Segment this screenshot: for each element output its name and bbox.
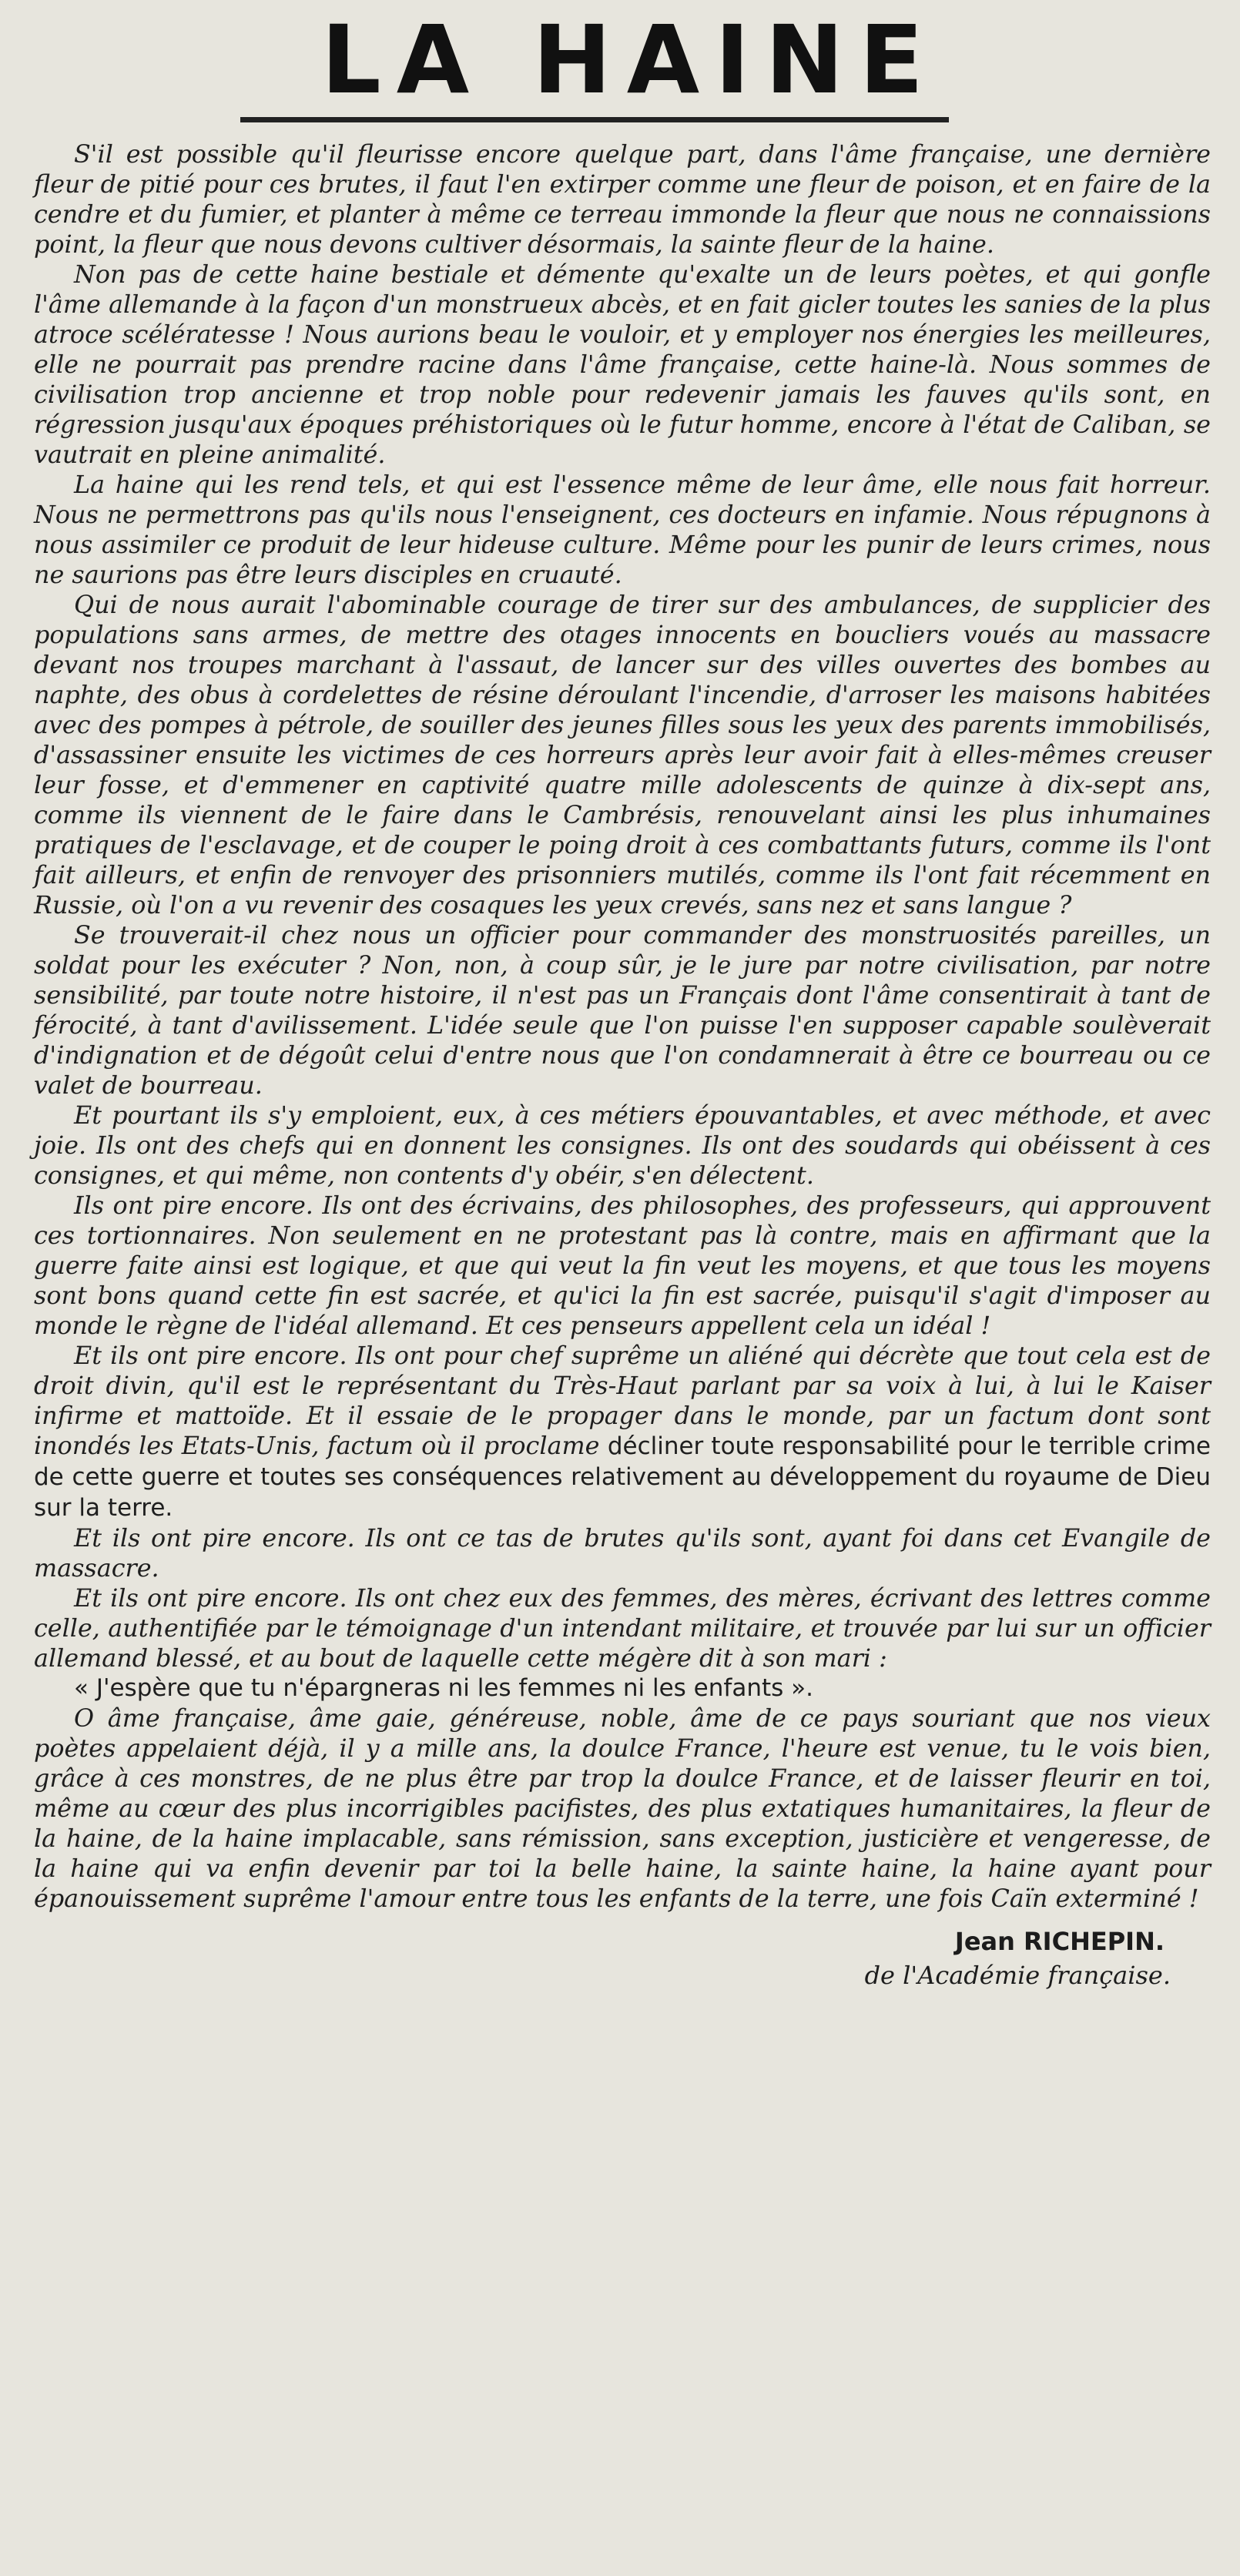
article-body <box>34 139 1211 1914</box>
paragraph-8-italic: Et ils ont pire encore. Ils ont pour chef suprême un aliéné qui décrète que tout cela est de droit divin, qu'il est le représentant du Très-Haut parlant par sa voix à lui, à lui le Kaiser infirme et mattoïde. Et il essaie de le propager dans le monde, par un factum dont sont inondés les Etats-Unis, factum où il proclame <box>34 1342 1211 1460</box>
signature-block <box>34 1924 1211 1992</box>
author-name: Jean RICHEPIN. <box>954 1927 1165 1956</box>
author-affiliation: de l'Académie française. <box>864 1961 1171 1990</box>
paragraph-10: Et ils ont pire encore. Ils ont chez eux des femmes, des mères, écrivant des lettres comme celle, authentifiée par le témoignage d'un intendant militaire, et trouvée par lui sur un officier allemand blessé, et au bout de laquelle cette mégère dit à son mari : <box>34 1584 1211 1673</box>
paragraph-6: Et pourtant ils s'y emploient, eux, à ces métiers épouvantables, et avec méthode, et avec joie. Ils ont des chefs qui en donnent les consignes. Ils ont des soudards qui obéissent à ces consignes, et qui même, non contents d'y obéir, s'en délectent. <box>34 1101 1211 1190</box>
paragraph-3: La haine qui les rend tels, et qui est l'essence même de leur âme, elle nous fait horreur. Nous ne permettrons pas qu'ils nous l'enseignent, ces docteurs en infamie. Nous répugnons à nous assimiler ce produit de leur hideuse culture. Même pour les punir de leurs crimes, nous ne saurions pas être leurs disciples en cruauté. <box>34 471 1211 589</box>
paragraph-11: O âme française, âme gaie, généreuse, noble, âme de ce pays souriant que nos vieux poètes appelaient déjà, il y a mille ans, la doulce France, l'heure est venue, tu le vois bien, grâce à ces monstres, de ne plus être par trop la doulce France, et de laisser fleurir en toi, même au cœur des plus incorrigibles pacifistes, des plus extatiques humanitaires, la fleur de la haine, de la haine implacable, sans rémission, sans exception, justicière et vengeresse, de la haine qui va enfin devenir par toi la belle haine, la sainte haine, la haine ayant pour épanouissement suprême l'amour entre tous les enfants de la terre, une fois Caïn exterminé ! <box>34 1704 1211 1913</box>
paragraph-9: Et ils ont pire encore. Ils ont ce tas de brutes qu'ils sont, ayant foi dans cet Evangile de massacre. <box>34 1524 1211 1583</box>
paragraph-8 <box>34 1341 1211 1523</box>
paragraph-7: Ils ont pire encore. Ils ont des écrivains, des philosophes, des professeurs, qui approuvent ces tortionnaires. Non seulement en ne protestant pas là contre, mais en affirmant que la guerre faite ainsi est logique, et que qui veut la fin veut les moyens, et que tous les moyens sont bons quand cette fin est sacrée, et qu'ici la fin est sacrée, puisqu'il s'agit d'imposer au monde le règne de l'idéal allemand. Et ces penseurs appellent cela un idéal ! <box>34 1191 1211 1340</box>
paragraph-5: Se trouverait-il chez nous un officier pour commander des monstruosités pareilles, un soldat pour les exécuter ? Non, non, à coup sûr, je le jure par notre civilisation, par notre sensibilité, par toute notre histoire, il n'est pas un Français dont l'âme consentirait à tant de férocité, à tant d'avilissement. L'idée seule que l'on puisse l'en supposer capable soulèverait d'indignation et de dégoût celui d'entre nous que l'on condamnerait à être ce bourreau ou ce valet de bourreau. <box>34 921 1211 1100</box>
letter-quote: « J'espère que tu n'épargneras ni les femmes ni les enfants ». <box>74 1674 813 1702</box>
paragraph-8-upright: décliner toute responsabilité pour le terrible crime de cette guerre et toutes ses conséquences relativement au développement du royaume de Dieu sur la terre. <box>34 1432 1211 1522</box>
paragraph-1: S'il est possible qu'il fleurisse encore quelque part, dans l'âme française, une dernière fleur de pitié pour ces brutes, il faut l'en extirper comme une fleur de poison, et en faire de la cendre et du fumier, et planter à même ce terreau immonde la fleur que nous ne connaissions point, la fleur que nous devons cultiver désormais, la sainte fleur de la haine. <box>34 140 1211 259</box>
paragraph-2: Non pas de cette haine bestiale et démente qu'exalte un de leurs poètes, et qui gonfle l'âme allemande à la façon d'un monstrueux abcès, et en fait gicler toutes les sanies de la plus atroce scélératesse ! Nous aurions beau le vouloir, et y employer nos énergies les meilleures, elle ne pourrait pas prendre racine dans l'âme française, cette haine-là. Nous sommes de civilisation trop ancienne et trop noble pour redevenir jamais les fauves qu'ils sont, en régression jusqu'aux époques préhistoriques où le futur homme, encore à l'état de Caliban, se vautrait en pleine animalité. <box>34 260 1211 469</box>
paragraph-4: Qui de nous aurait l'abominable courage de tirer sur des ambulances, de supplicier des populations sans armes, de mettre des otages innocents en boucliers voués au massacre devant nos troupes marchant à l'assaut, de lancer sur des villes ouvertes des bombes au naphte, des obus à cordelettes de résine déroulant l'incendie, d'arroser les maisons habitées avec des pompes à pétrole, de souiller des jeunes filles sous les yeux des parents immobilisés, d'assassiner ensuite les victimes de ces horreurs après leur avoir fait à elles-mêmes creuser leur fosse, et d'emmener en captivité quatre mille adolescents de quinze à dix-sept ans, comme ils viennent de le faire dans le Cambrésis, renouvelant ainsi les plus inhumaines pratiques de l'esclavage, et de couper le poing droit à ces combattants futurs, comme ils l'ont fait ailleurs, et enfin de renvoyer des prisonniers mutilés, comme ils l'ont fait récemment en Russie, où l'on a vu revenir des cosaques les yeux crevés, sans nez et sans langue ? <box>34 591 1211 920</box>
title-underline <box>240 117 949 122</box>
article-title: LA HAINE <box>321 5 939 115</box>
